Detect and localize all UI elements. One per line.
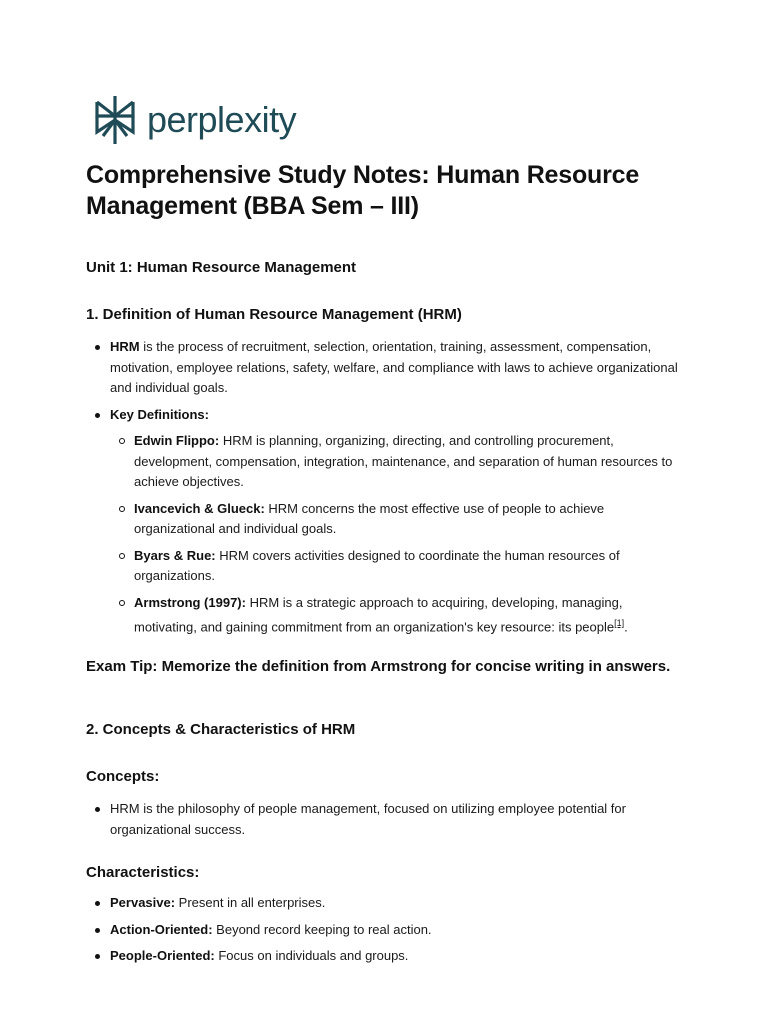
characteristic-term: People-Oriented: (110, 948, 215, 963)
list-item (86, 893, 686, 914)
definition-term: Byars & Rue: (134, 547, 216, 563)
list-item: HRM is the philosophy of people management, focused on utilizing employee potential for organizational success. (86, 799, 686, 840)
list-item (86, 546, 686, 587)
characteristic-term: Action-Oriented: (110, 921, 213, 937)
definition-text: HRM is planning, organizing, directing, and controlling procurement, development, compensation, integration, maintenance, and separation of human resources to achieve objectives. (134, 433, 673, 489)
bullet-term: Key Definitions: (110, 406, 209, 422)
characteristics-heading: Characteristics: (86, 864, 200, 881)
page-title: Comprehensive Study Notes: Human Resource Management (BBA Sem – III) (86, 161, 640, 220)
list-item (86, 593, 686, 638)
list-item (86, 337, 686, 399)
characteristic-text: Beyond record keeping to real action. (212, 921, 432, 937)
definition-text: HRM concerns the most effective use of people to achieve organizational and individual goals. (134, 500, 605, 536)
definition-text: HRM is a strategic approach to acquiring, developing, managing, motivating, and gaining commitment from an organization's key resource: its people (134, 594, 623, 635)
definition-term: Ivancevich & Glueck: (134, 500, 265, 516)
definition-term: Edwin Flippo: (134, 433, 220, 448)
key-definitions-list (110, 431, 686, 638)
logo-wordmark: perplexity (147, 99, 297, 140)
perplexity-logo-icon (93, 94, 137, 146)
characteristic-text: Present in all enterprises. (175, 895, 326, 910)
section2-heading: 2. Concepts & Characteristics of HRM (86, 721, 356, 738)
characteristic-text: Focus on individuals and groups. (214, 948, 409, 963)
list-item (86, 405, 686, 638)
list-item (86, 946, 686, 967)
list-item (86, 431, 686, 493)
characteristics-list (86, 893, 686, 973)
section1-heading: 1. Definition of Human Resource Management (HRM) (86, 306, 462, 323)
unit-heading: Unit 1: Human Resource Management (86, 259, 357, 276)
bullet-text: is the process of recruitment, selection, orientation, training, assessment, compensation, motivation, employee relations, safety, welfare, and compliance with laws to achieve organizational and individual goals. (110, 339, 678, 395)
logo (93, 94, 296, 146)
definition-end: . (624, 619, 628, 635)
definition-text: HRM covers activities designed to coordinate the human resources of organizations. (134, 547, 620, 583)
bullet-term: HRM (110, 339, 140, 354)
citation-link[interactable]: [1] (614, 618, 625, 628)
definition-list (86, 337, 686, 644)
definition-term: Armstrong (1997): (134, 594, 246, 610)
exam-tip: Exam Tip: Memorize the definition from Armstrong for concise writing in answers. (86, 658, 671, 675)
concepts-heading: Concepts: (86, 768, 160, 785)
list-item (86, 499, 686, 540)
characteristic-term: Pervasive: (110, 895, 176, 910)
concepts-list (86, 799, 686, 846)
list-item (86, 920, 686, 941)
